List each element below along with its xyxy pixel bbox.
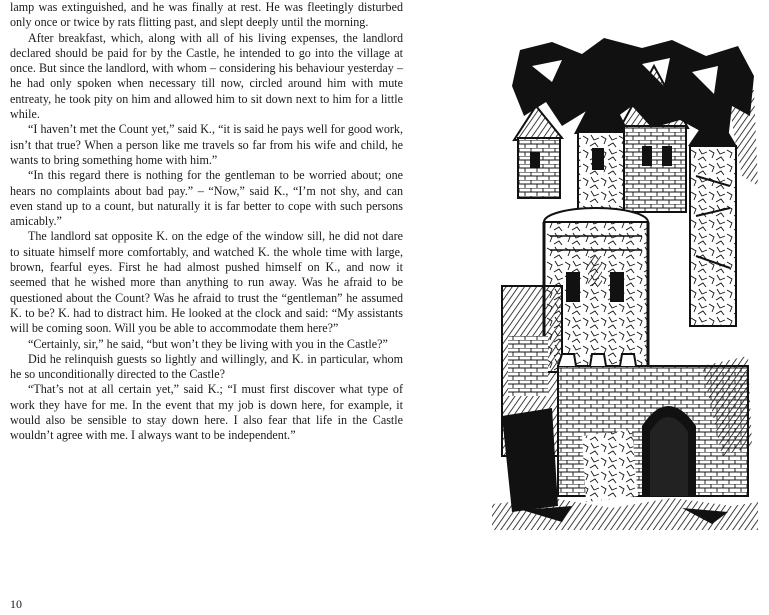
castle-drawing <box>492 36 758 530</box>
paragraph: The landlord sat opposite K. on the edge of the window sill, he did not dare to situate himself more comfortably, and watched K. the whole time with large, brown, fearful eyes. First he had almost pushed himself on K., and now it seemed that he wished more than anything to run away. Was he afraid to be questioned about the Count? Was he afraid to trust the “gentleman” he assumed K. to be? K. had to distract him. He looked at the clock and said: “My assistants will be coming soon. Will you be able to accommodate them here?” <box>10 229 403 336</box>
paragraph: “In this regard there is nothing for the gentleman to be worried about; one hears no complaints about bad pay.” – “Now,” said K., “I’m not shy, and can even stand up to a count, but naturally it is far better to cope with such persons amicably.” <box>10 168 403 229</box>
paragraph: “That’s not at all certain yet,” said K.; “I must first discover what type of work they have for me. In the event that my job is down here, for example, it would also be sensible to stay down here. I also fear that life in the Castle wouldn’t agree with me. I always want to be independent.” <box>10 382 403 443</box>
paragraph: lamp was extinguished, and he was finally at rest. He was fleetingly disturbed only once or twice by rats flitting past, and slept deeply until the morning. <box>10 0 403 30</box>
paragraph: Did he relinquish guests so lightly and willingly, and K. in particular, whom he so unconditionally directed to the Castle? <box>10 351 403 382</box>
castle-illustration <box>492 36 758 530</box>
paragraph: “I haven’t met the Count yet,” said K., “it is said he pays well for good work, isn’t that true? When a person like me travels so far from his wife and child, he wants to bring something home with him.” <box>10 122 403 167</box>
page-number: 10 <box>10 597 22 611</box>
body-text <box>10 0 403 444</box>
paragraph: After breakfast, which, along with all of his living expenses, the landlord declared should be paid for by the Castle, he intended to go into the village at once. But since the landlord, with whom – considering his behaviour yesterday – he had only spoken when necessary till now, circled around him with mute entreaty, he took pity on him and allowed him to sit down next to him for a little while. <box>10 30 403 122</box>
paragraph: “Certainly, sir,” he said, “but won’t they be living with you in the Castle?” <box>28 336 388 351</box>
